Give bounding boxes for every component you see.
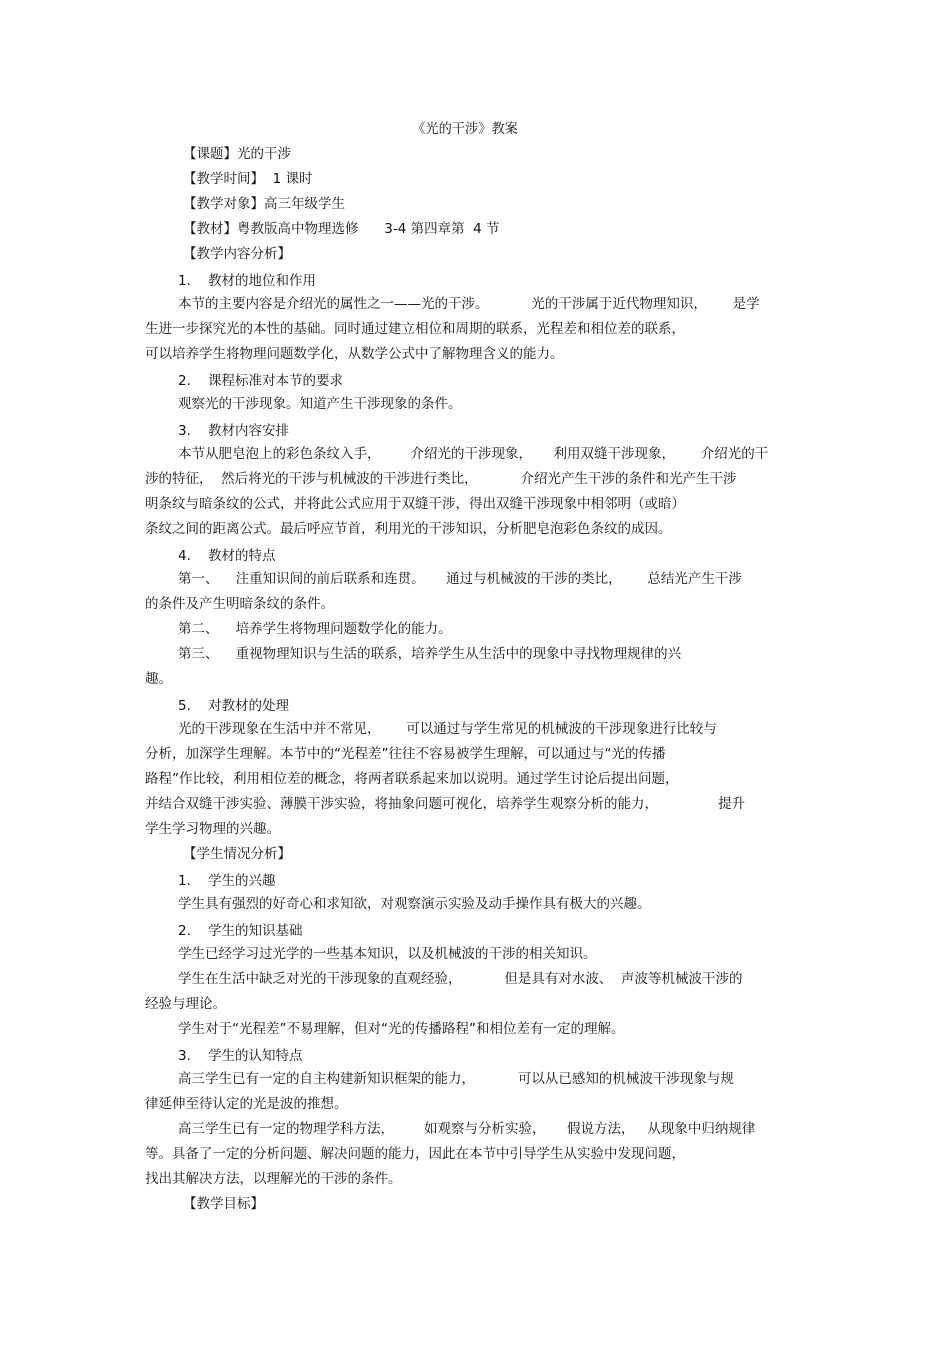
text-line: 4. 教材的特点 [178,548,276,564]
text-line: 趣。 [145,671,172,687]
text-line: 3. 学生的认知特点 [178,1048,303,1064]
text-line: 学生已经学习过光学的一些基本知识，以及机械波的干涉的相关知识。 [178,946,597,962]
text-line: 生进一步探究光的本性的基础。同时通过建立相位和周期的联系，光程差和相位差的联系， [145,321,685,337]
text-line: 【教学目标】 [183,1196,264,1212]
text-line: 学生具有强烈的好奇心和求知欲，对观察演示实验及动手操作具有极大的兴趣。 [178,896,651,912]
text-line: 涉的特征， 然后将光的干涉与机械波的干涉进行类比， 介绍光产生干涉的条件和光产生干涉 [145,471,737,487]
text-line: 本节的主要内容是介绍光的属性之一——光的干涉。 光的干涉属于近代物理知识， 是学 [178,296,760,312]
text-line: 第二、 培养学生将物理问题数学化的能力。 [178,621,452,637]
text-line: 1. 教材的地位和作用 [178,273,317,289]
text-line: 高三学生已有一定的自主构建新知识框架的能力， 可以从已感知的机械波干涉现象与规 [178,1071,734,1087]
text-line: 可以培养学生将物理问题数学化，从数学公式中了解物理含义的能力。 [145,346,564,362]
text-line: 观察光的干涉现象。知道产生干涉现象的条件。 [178,396,462,412]
text-line: 第三、 重视物理知识与生活的联系，培养学生从生活中的现象中寻找物理规律的兴 [178,646,682,662]
text-line: 找出其解决方法，以理解光的干涉的条件。 [145,1171,402,1187]
text-line: 第一、 注重知识间的前后联系和连贯。 通过与机械波的干涉的类比， 总结光产生干涉 [178,571,742,587]
document-title: 《光的干涉》教案 [412,121,518,137]
text-line: 3. 教材内容安排 [178,423,290,439]
text-line: 【教学对象】高三年级学生 [183,196,345,212]
text-line: 高三学生已有一定的物理学科方法， 如观察与分析实验， 假说方法， 从现象中归纳规律 [178,1121,756,1137]
text-line: 等。具备了一定的分析问题、解决问题的能力，因此在本节中引导学生从实验中发现问题， [145,1146,685,1162]
text-line: 【教材】粤教版高中物理选修 3-4 第四章第 4 节 [183,221,500,237]
text-line: 经验与理论。 [145,996,226,1012]
text-line: 本节从肥皂泡上的彩色条纹入手， 介绍光的干涉现象， 利用双缝干涉现象， 介绍光的干 [178,446,769,462]
text-line: 【教学内容分析】 [183,246,291,262]
text-line: 分析，加深学生理解。本节中的“光程差”往往不容易被学生理解，可以通过与“光的传播 [145,746,666,762]
text-line: 的条件及产生明暗条纹的条件。 [145,596,334,612]
text-line: 光的干涉现象在生活中并不常见， 可以通过与学生常见的机械波的干涉现象进行比较与 [178,721,717,737]
text-line: 【学生情况分析】 [183,846,291,862]
text-line: 律延伸至待认定的光是波的推想。 [145,1096,348,1112]
text-line: 明条纹与暗条纹的公式，并将此公式应用于双缝干涉，得出双缝干涉现象中相邻明（或暗） [145,496,685,512]
text-line: 2. 课程标准对本节的要求 [178,373,344,389]
text-line: 学生学习物理的兴趣。 [145,821,280,837]
text-line: 并结合双缝干涉实验、薄膜干涉实验，将抽象问题可视化，培养学生观察分析的能力， 提升 [145,796,746,812]
text-line: 5. 对教材的处理 [178,698,290,714]
text-line: 学生对于“光程差”不易理解，但对“光的传播路程”和相位差有一定的理解。 [178,1021,625,1037]
text-line: 【课题】光的干涉 [183,146,291,162]
text-line: 路程”作比较，利用相位差的概念，将两者联系起来加以说明。通过学生讨论后提出问题， [145,771,679,787]
text-line: 学生在生活中缺乏对光的干涉现象的直观经验， 但是具有对水波、 声波等机械波干涉的 [178,971,743,987]
text-line: 条纹之间的距离公式。最后呼应节首，利用光的干涉知识，分析肥皂泡彩色条纹的成因。 [145,521,672,537]
text-line: 1. 学生的兴趣 [178,873,276,889]
text-line: 【教学时间】 1 课时 [183,171,313,187]
text-line: 2. 学生的知识基础 [178,923,303,939]
